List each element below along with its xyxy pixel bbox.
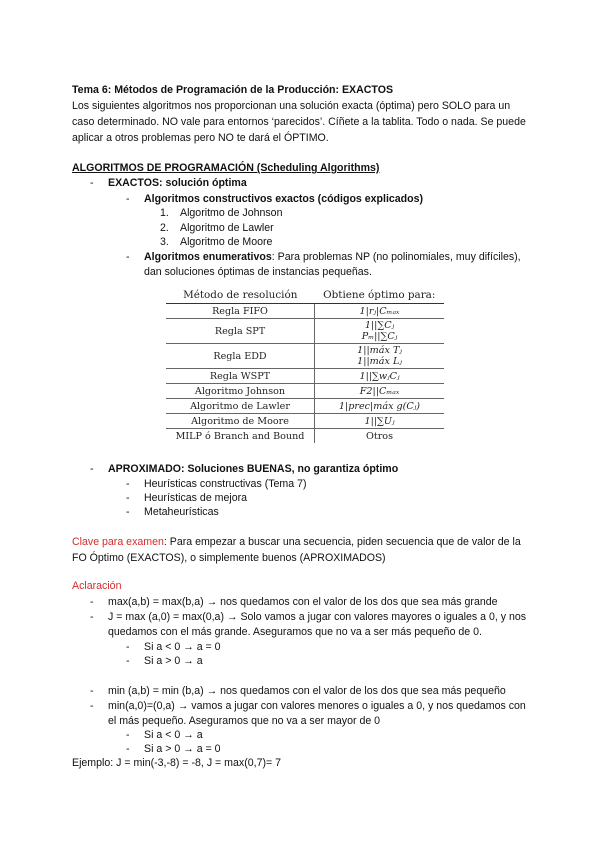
list-number: 1. xyxy=(160,207,169,219)
table-row xyxy=(166,429,444,444)
table-cell xyxy=(315,344,445,369)
aclaracion-item xyxy=(90,595,498,610)
table-cell: 1|rⱼ|Cₘₐₓ xyxy=(315,304,445,319)
list-number: 3. xyxy=(160,236,169,248)
bullet-dash: - xyxy=(126,193,130,205)
bullet-dash: - xyxy=(90,611,94,623)
sub-item-text: Si a > 0 → a xyxy=(144,655,203,667)
sub-item xyxy=(126,742,221,757)
list-item xyxy=(126,505,219,520)
list-item xyxy=(126,477,307,492)
list-item-text: Algoritmo de Lawler xyxy=(180,222,274,234)
table-cell: Algoritmo Johnson xyxy=(166,384,315,399)
table-cell-line: 1||∑Cⱼ xyxy=(364,320,395,331)
sub-item-text: Si a > 0 → a = 0 xyxy=(144,743,221,755)
table-row xyxy=(166,399,444,414)
table-row xyxy=(166,319,444,344)
table-cell: Regla SPT xyxy=(166,319,315,344)
table-cell: 1|prec|máx g(Cⱼ) xyxy=(315,399,445,414)
constructivos-label: Algoritmos constructivos exactos (códigos explicados) xyxy=(144,193,424,205)
bullet-dash: - xyxy=(126,506,130,518)
table-row xyxy=(166,384,444,399)
list-item xyxy=(160,206,283,221)
exactos-item xyxy=(90,176,247,191)
table-cell-line: 1||máx Lⱼ xyxy=(357,356,402,367)
methods-table xyxy=(166,287,444,443)
bullet-dash: - xyxy=(126,641,130,653)
sub-item-text: Si a < 0 → a xyxy=(144,729,203,741)
bullet-dash: - xyxy=(126,478,130,490)
table-cell: Regla WSPT xyxy=(166,369,315,384)
exam-key-paragraph xyxy=(72,534,532,566)
table-header-row xyxy=(166,287,444,304)
list-item-text: Heurísticas constructivas (Tema 7) xyxy=(144,478,307,490)
aclaracion-text: min(a,0)=(0,a) → vamos a jugar con valores menores o iguales a 0, y nos quedamos con el más pequeño. Aseguramos que no va a ser mayor de 0 xyxy=(108,700,526,727)
table-row xyxy=(166,304,444,319)
aproximado-label: APROXIMADO: Soluciones BUENAS, no garantiza óptimo xyxy=(108,463,399,475)
list-item-text: Heurísticas de mejora xyxy=(144,492,248,504)
list-item xyxy=(126,491,248,506)
exam-key-label: Clave para examen xyxy=(72,536,164,548)
list-item-text: Algoritmo de Johnson xyxy=(180,207,283,219)
table-cell: Algoritmo de Moore xyxy=(166,414,315,429)
table-cell: F2||Cₘₐₓ xyxy=(315,384,445,399)
list-item xyxy=(160,221,274,236)
bullet-dash: - xyxy=(90,596,94,608)
enumerativos-label: Algoritmos enumerativos xyxy=(144,251,272,263)
table-cell xyxy=(315,319,445,344)
bullet-dash: - xyxy=(126,251,130,263)
bullet-dash: - xyxy=(90,685,94,697)
list-number: 2. xyxy=(160,222,169,234)
enumerativos-text: : Para problemas NP (no polinomiales, muy difíciles), dan soluciones óptimas de instancias pequeñas. xyxy=(144,251,521,278)
document-title: Tema 6: Métodos de Programación de la Producción: EXACTOS xyxy=(72,84,394,96)
column-header: Método de resolución xyxy=(166,287,315,304)
table-row xyxy=(166,414,444,429)
table-cell: Otros xyxy=(315,429,445,444)
aclaracion-text: J = max (a,0) = max(0,a) → Solo vamos a jugar con valores mayores o iguales a 0, y nos quedamos con el más grande. Aseguramos que no va a ser más pequeño de 0. xyxy=(108,611,527,638)
intro-paragraph: Los siguientes algoritmos nos proporcionan una solución exacta (óptima) pero SOLO para un caso determinado. NO vale para entornos ‘parecidos’. Cíñete a la tablita. Todo o nada. Se puede aplicar a otros problemas pero NO te dará el ÓPTIMO. xyxy=(72,100,526,144)
column-header: Obtiene óptimo para: xyxy=(315,287,445,304)
aclaracion-heading: Aclaración xyxy=(72,580,122,592)
enumerativos-item xyxy=(144,250,524,280)
table-cell: Algoritmo de Lawler xyxy=(166,399,315,414)
aclaracion-text: max(a,b) = max(b,a) → nos quedamos con el valor de los dos que sea más grande xyxy=(108,596,498,608)
sub-item xyxy=(126,728,203,743)
section-heading: ALGORITMOS DE PROGRAMACIÓN (Scheduling Algorithms) xyxy=(72,162,380,174)
table-cell: 1||∑Uⱼ xyxy=(315,414,445,429)
sub-item xyxy=(126,640,221,655)
bullet-dash: - xyxy=(126,492,130,504)
table-row xyxy=(166,369,444,384)
constructivos-item xyxy=(126,192,424,207)
exactos-label: EXACTOS: solución óptima xyxy=(108,177,247,189)
sub-item-text: Si a < 0 → a = 0 xyxy=(144,641,221,653)
bullet-dash: - xyxy=(90,700,94,712)
bullet-dash: - xyxy=(126,729,130,741)
bullet-dash: - xyxy=(90,177,94,189)
bullet-dash: - xyxy=(90,463,94,475)
table-cell-line: Pₘ||∑Cⱼ xyxy=(361,331,398,342)
table-cell-line: 1||máx Tⱼ xyxy=(357,345,402,356)
bullet-dash: - xyxy=(126,743,130,755)
table-cell: MILP ó Branch and Bound xyxy=(175,430,305,442)
list-item xyxy=(160,235,273,250)
sub-item xyxy=(126,654,203,669)
list-item-text: Algoritmo de Moore xyxy=(180,236,273,248)
table-row xyxy=(166,344,444,369)
exam-key-text: : Para empezar a buscar una secuencia, piden secuencia que de valor de la FO Óptimo (EXACTOS), o simplemente buenos (APROXIMADOS) xyxy=(72,536,521,564)
aproximado-item xyxy=(90,462,399,477)
aclaracion-item xyxy=(90,684,506,699)
table-cell: 1||∑wⱼCⱼ xyxy=(315,369,445,384)
bullet-dash: - xyxy=(126,655,130,667)
example-line: Ejemplo: J = min(-3,-8) = -8, J = max(0,7)= 7 xyxy=(72,757,282,769)
list-item-text: Metaheurísticas xyxy=(144,506,219,518)
table-cell: Regla FIFO xyxy=(166,304,315,319)
aclaracion-text: min (a,b) = min (b,a) → nos quedamos con el valor de los dos que sea más pequeño xyxy=(108,685,506,697)
table-cell: Regla EDD xyxy=(166,344,315,369)
